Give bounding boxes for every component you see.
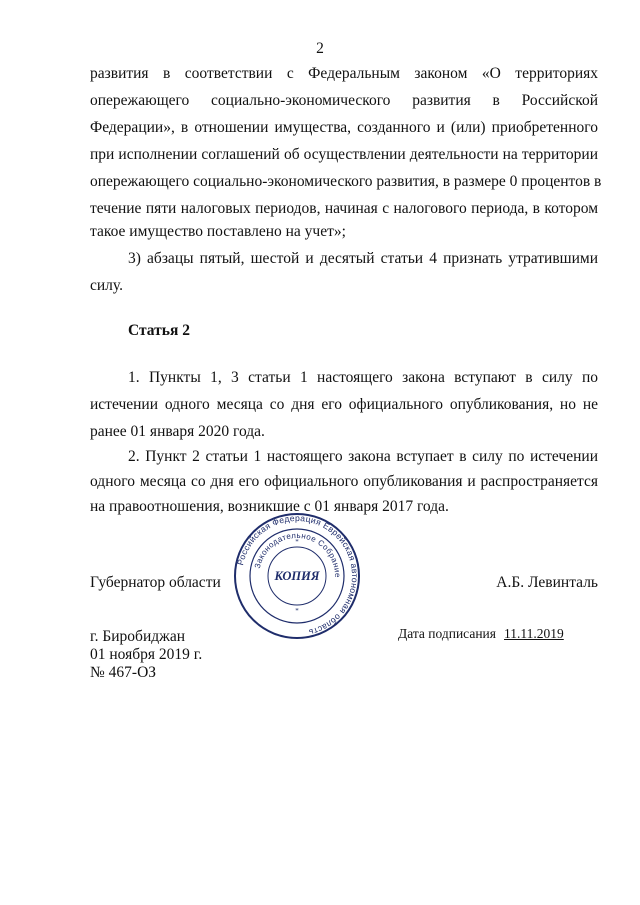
text-line: 2. Пункт 2 статьи 1 настоящего закона вступает в силу по истечении [128, 448, 598, 465]
text-line: при исполнении соглашений об осуществлении деятельности на территории [90, 146, 598, 163]
signatory-title: Губернатор области [90, 574, 221, 591]
text-line: опережающего социально-экономического развития в Российской [90, 92, 598, 109]
seal-center-text: КОПИЯ [274, 569, 320, 583]
article-heading: Статья 2 [128, 322, 190, 339]
signing-date-label: Дата подписания [398, 626, 496, 641]
text-line: Федерации», в отношении имущества, созданного и (или) приобретенного [90, 119, 598, 136]
text-line: одного месяца со дня его официального опубликования и распространяется [90, 473, 598, 490]
page-number: 2 [316, 40, 324, 57]
signing-date-value: 11.11.2019 [504, 626, 564, 641]
official-seal-stamp [233, 512, 361, 640]
star-icon: * [295, 607, 299, 615]
text-line: развития в соответствии с Федеральным законом «О территориях [90, 65, 598, 82]
text-line: ранее 01 января 2020 года. [90, 423, 265, 440]
text-line: силу. [90, 277, 123, 294]
signing-date [398, 626, 564, 642]
seal-outer-text: Российская Федерация Еврейская автономная область [235, 512, 361, 638]
text-line: истечении одного месяца со дня его официального опубликования, но не [90, 396, 598, 413]
text-line: такое имущество поставлено на учет»; [90, 223, 346, 240]
signatory-name: А.Б. Левинталь [496, 574, 598, 591]
place-date-number [90, 628, 202, 682]
text-line: течение пяти налоговых периодов, начиная с налогового периода, в котором [90, 200, 598, 217]
text-line: 3) абзацы пятый, шестой и десятый статьи 4 признать утратившими [128, 250, 598, 267]
law-number-line: № 467-ОЗ [90, 664, 157, 681]
text-line: на правоотношения, возникшие с 01 января 2017 года. [90, 498, 449, 515]
text-line: 1. Пункты 1, 3 статьи 1 настоящего закона вступают в силу по [128, 369, 598, 386]
seal-inner-text: Законодательное Собрание [252, 530, 343, 578]
text-line: опережающего социально-экономического развития, в размере 0 процентов в [90, 173, 602, 190]
place-line: г. Биробиджан [90, 628, 186, 645]
star-icon: * [295, 538, 299, 546]
date-line: 01 ноября 2019 г. [90, 646, 203, 663]
